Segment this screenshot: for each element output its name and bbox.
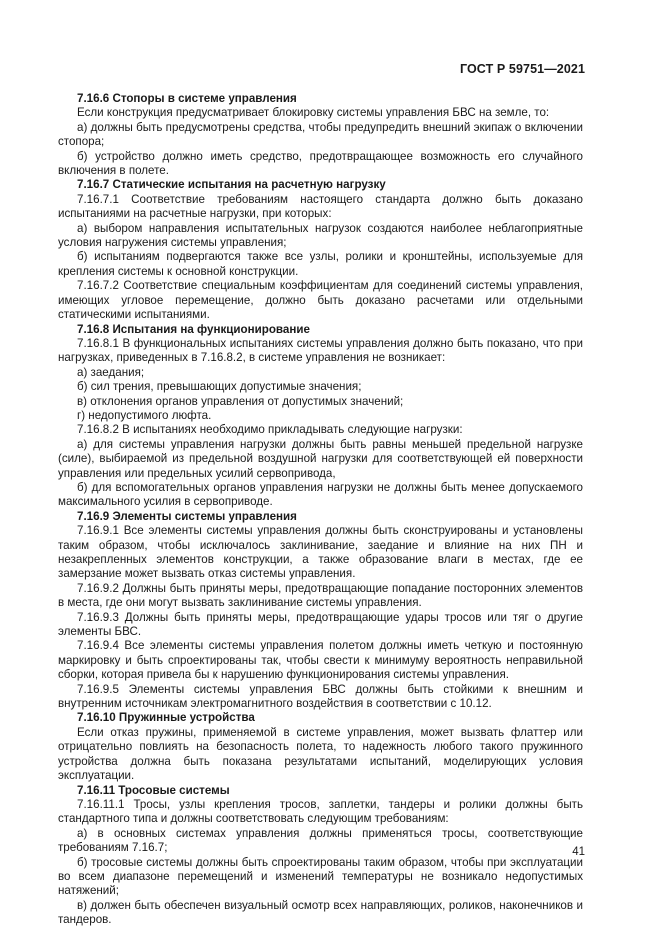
paragraph: б) устройство должно иметь средство, предотвращающее возможность его случайного включения в полете. — [58, 149, 583, 178]
paragraph: в) должен быть обеспечен визуальный осмотр всех направляющих, роликов, наконечников и тандеров. — [58, 898, 583, 927]
section-heading: 7.16.7 Статические испытания на расчетную нагрузку — [77, 178, 386, 192]
paragraph: 7.16.8.1 В функциональных испытаниях системы управления должно быть показано, что при нагрузках, приведенных в 7.16.8.2, в системе управления не возникает: — [58, 336, 583, 365]
paragraph: 7.16.9.5 Элементы системы управления БВС должны быть стойкими к внешним и внутренним источникам электромагнитного воздействия в соответствии с 10.12. — [58, 682, 583, 711]
paragraph: 7.16.9.4 Все элементы системы управления полетом должны иметь четкую и постоянную маркировку и быть спроектированы так, чтобы свести к минимуму вероятность неправильной сборки, которая привела бы к нарушению функционирования системы управления. — [58, 639, 583, 682]
paragraph: а) должны быть предусмотрены средства, чтобы предупредить внешний экипаж о включении стопора; — [58, 120, 583, 149]
paragraph: 7.16.9.1 Все элементы системы управления должны быть сконструированы и установлены таким образом, чтобы исключалось заклинивание, заедание и влияние на них ПН и незакрепленных элементов конструкции, а также образование влаги в местах, где ее замерзание может вызвать отказ системы управления. — [58, 524, 583, 581]
paragraph: а) заедания; — [77, 365, 145, 379]
paragraph: б) испытаниям подвергаются также все узлы, ролики и кронштейны, используемые для крепления системы к основной конструкции. — [58, 250, 583, 278]
paragraph: г) недопустимого люфта. — [77, 408, 212, 422]
section-heading: 7.16.8 Испытания на функционирование — [77, 322, 310, 336]
paragraph: 7.16.7.2 Соответствие специальным коэффициентам для соединений системы управления, имеющих угловое перемещение, должно быть доказано расчетами или отдельными статическими испытаниями. — [58, 279, 583, 322]
section-heading: 7.16.10 Пружинные устройства — [77, 711, 255, 725]
paragraph: 7.16.7.1 Соответствие требованиям настоящего стандарта должно быть доказано испытаниями на расчетные нагрузки, при которых: — [58, 192, 583, 221]
paragraph: а) для системы управления нагрузки должны быть равны меньшей предельной нагрузке (силе), выбираемой из предельной воздушной нагрузки для соответствующей ей поверхности управления или предельных усилий сервопривода, — [58, 437, 583, 480]
paragraph: б) для вспомогательных органов управления нагрузки не должны быть менее допускаемого максимального усилия в сервоприводе. — [58, 480, 583, 509]
paragraph: 7.16.9.2 Должны быть приняты меры, предотвращающие попадание посторонних элементов в места, где они могут вызвать заклинивание системы управления. — [58, 581, 583, 610]
document-body — [58, 92, 583, 928]
paragraph: Если отказ пружины, применяемой в системе управления, может вызвать флаттер или отрицательно повлиять на безопасность полета, то надежность любого такого пружинного устройства должна быть показана результатами испытаний, моделирующих условия эксплуатации. — [58, 725, 583, 783]
standard-header: ГОСТ Р 59751—2021 — [459, 62, 585, 76]
section-heading: 7.16.9 Элементы системы управления — [77, 509, 297, 523]
paragraph: а) в основных системах управления должны применяться тросы, соответствующие требованиям 7.16.7; — [58, 826, 583, 855]
paragraph: а) выбором направления испытательных нагрузок создаются наиболее неблагоприятные условия нагружения системы управления; — [58, 221, 583, 250]
paragraph: б) сил трения, превышающих допустимые значения; — [77, 380, 362, 394]
paragraph: 7.16.8.2 В испытаниях необходимо прикладывать следующие нагрузки: — [77, 423, 463, 437]
section-heading: 7.16.11 Тросовые системы — [77, 783, 230, 797]
paragraph: Если конструкция предусматривает блокировку системы управления БВС на земле, то: — [77, 106, 550, 120]
paragraph: 7.16.11.1 Тросы, узлы крепления тросов, заплетки, тандеры и ролики должны быть стандартного типа и должны соответствовать следующим требованиям: — [58, 797, 583, 826]
paragraph: в) отклонения органов управления от допустимых значений; — [77, 394, 404, 408]
paragraph: б) тросовые системы должны быть спроектированы таким образом, чтобы при эксплуатации во всем диапазоне перемещений и изменений температуры не возникало недопустимых натяжений; — [58, 855, 583, 898]
section-heading: 7.16.6 Стопоры в системе управления — [77, 92, 297, 105]
page-number: 41 — [572, 846, 585, 858]
paragraph: 7.16.9.3 Должны быть приняты меры, предотвращающие удары тросов или тяг о другие элементы БВС. — [58, 610, 583, 639]
